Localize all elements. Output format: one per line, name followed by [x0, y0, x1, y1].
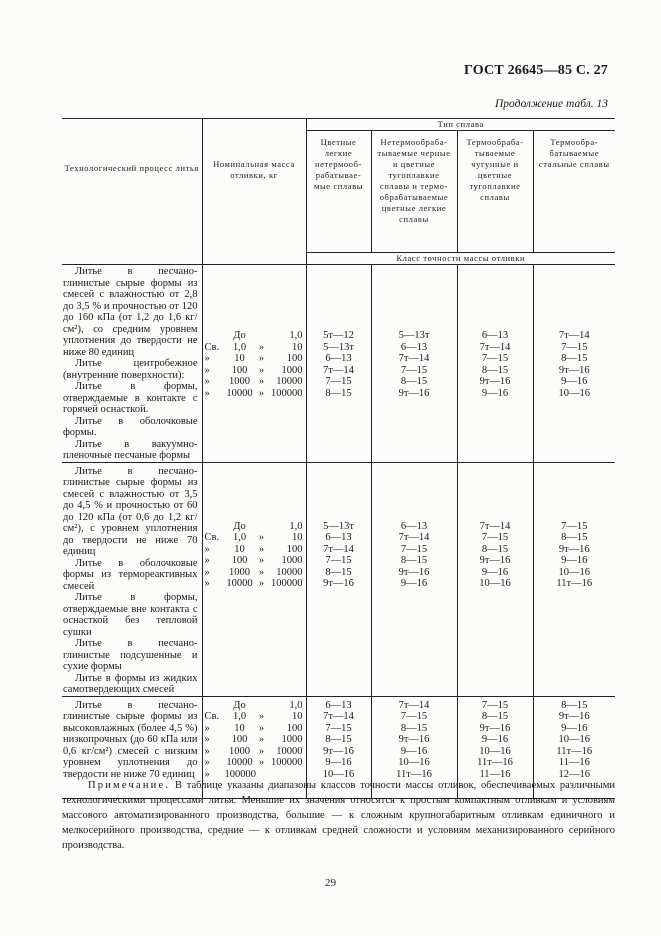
mass-range-part: 1,0 [289, 520, 303, 532]
mass-range-part: 1,0 [289, 699, 303, 711]
alloy-col-header-1: Цветные легкие нетермооб-рабатывае-мые сплавы [306, 131, 371, 253]
accuracy-class-table [62, 118, 615, 799]
mass-range-part: 10000 [276, 566, 303, 578]
accuracy-class-value: 9—16 [561, 722, 588, 734]
mass-range-part [205, 700, 225, 712]
mass-range-part: 1000 [229, 745, 250, 757]
process-text: Литье в вакуумно-пленочные песчаные формы [63, 438, 198, 461]
mass-range-part: » [258, 341, 265, 353]
alloy-type-header: Тип сплава [306, 119, 615, 131]
accuracy-class-value: 7—15 [325, 722, 352, 734]
class-header: Класс точности массы отливки [306, 253, 615, 265]
mass-cell-2 [202, 462, 306, 696]
mass-range-part: » [258, 364, 265, 376]
mass-range-part [255, 700, 269, 712]
mass-range-part: 1000 [229, 376, 250, 387]
accuracy-class-value: 9т—16 [323, 578, 354, 589]
mass-range-part: » [204, 364, 210, 376]
mass-range-part: » [204, 566, 210, 578]
mass-range-part: » [204, 768, 210, 780]
mass-range-part: 100000 [271, 387, 303, 399]
accuracy-class-value: 8—15 [325, 734, 352, 745]
mass-range-part: » [204, 376, 210, 387]
accuracy-class-value: 8—15 [481, 711, 509, 722]
accuracy-class-value: 7т—14 [398, 353, 430, 364]
mass-range-part [255, 330, 269, 342]
mass-range-row [205, 723, 306, 735]
mass-range-part: » [258, 532, 265, 543]
values-col-1 [306, 265, 371, 463]
accuracy-class-value: 8—15 [400, 555, 428, 566]
mass-range-row [205, 353, 306, 365]
process-text: Литье в формы из жидких самотвердеющих смесей [63, 672, 198, 695]
accuracy-class-value: 7—15 [561, 341, 588, 353]
accuracy-class-value: 10—16 [398, 757, 430, 768]
mass-range-row [205, 376, 306, 388]
mass-range-row [205, 342, 306, 354]
accuracy-class-value: 8—15 [400, 376, 428, 387]
mass-range-part: » [204, 734, 210, 745]
accuracy-class-value: 9—16 [561, 555, 588, 566]
values-col-1 [306, 462, 371, 696]
accuracy-class-value: 7т—14 [323, 711, 354, 722]
accuracy-class-value: 6—13 [481, 330, 509, 341]
document-header: ГОСТ 26645—85 С. 27 [464, 63, 608, 78]
accuracy-class-value: 6—13 [400, 341, 428, 353]
accuracy-class-value: 9т—16 [558, 543, 590, 555]
mass-range-part [205, 521, 225, 533]
mass-range-row [205, 330, 306, 342]
mass-range-part: 10000 [276, 745, 303, 757]
accuracy-class-value: 9т—16 [323, 745, 354, 757]
accuracy-class-value: 7т—14 [398, 532, 430, 543]
mass-range-part: » [258, 757, 265, 768]
accuracy-class-value: 8—15 [481, 543, 509, 555]
mass-column-header: Номинальная масса отливки, кг [202, 119, 306, 265]
process-text: Литье в формы, отверждаемые вне контакта с оснасткой без тепловой сушки [63, 592, 198, 638]
process-text: Литье в песчано-глинистые подсушенные и сухие формы [63, 638, 198, 672]
accuracy-class-value: 7—15 [400, 711, 428, 722]
mass-range-row [205, 746, 306, 758]
mass-range-row [205, 757, 306, 769]
accuracy-class-value: 9т—16 [558, 364, 590, 376]
mass-range-part: До [233, 520, 246, 532]
accuracy-class-value: 9т—16 [398, 387, 430, 399]
accuracy-class-value: 9т—16 [398, 566, 430, 578]
mass-range-part: » [258, 353, 265, 364]
accuracy-class-value: 5—13т [398, 330, 430, 341]
accuracy-class-value: 7—15 [481, 353, 509, 364]
mass-range-part [205, 330, 225, 342]
accuracy-class-value: 11т—16 [556, 745, 593, 757]
mass-range-part: 10000 [276, 376, 303, 387]
mass-range-part: 100000 [271, 578, 303, 589]
mass-range-row [205, 567, 306, 579]
mass-range-row [205, 555, 306, 567]
accuracy-class-value: 6—13 [325, 699, 352, 711]
mass-range-part: 1000 [281, 364, 303, 376]
mass-range-row [205, 711, 306, 723]
accuracy-class-value: 10—16 [322, 768, 355, 780]
values-col-2 [371, 462, 457, 696]
mass-range-part: » [258, 555, 265, 566]
accuracy-class-value: 7—15 [481, 532, 509, 543]
accuracy-class-value: 8—15 [481, 364, 509, 376]
accuracy-class-value: 8—15 [561, 532, 588, 543]
mass-range-part: 100 [231, 734, 248, 745]
accuracy-class-value: 8—15 [561, 699, 588, 711]
alloy-col-header-3: Термообраба-тываемые чугунные и цветные тугоплавкие сплавы [457, 131, 533, 253]
mass-range-part: Св. [204, 532, 220, 543]
values-col-4 [533, 265, 615, 463]
process-text: Литье в песчано-глинистые сырые формы из высоковлажных (более 4,5 %) низкопрочных (до 60 кПа или 0,6 кг/см²) смесей с низким уровнем уплотнения до твердости не ниже 70 единиц [63, 699, 198, 780]
accuracy-class-value: 10—16 [479, 745, 511, 757]
accuracy-class-value: 7т—14 [479, 520, 511, 532]
accuracy-class-value: 11т—16 [556, 578, 593, 589]
mass-range-part: До [233, 699, 246, 711]
accuracy-class-value: 11—16 [558, 757, 590, 768]
mass-range-part: 100000 [224, 768, 256, 780]
mass-range-part: 100 [286, 353, 303, 364]
accuracy-class-value: 9—16 [325, 757, 352, 768]
accuracy-class-value: 9т—16 [479, 376, 511, 387]
accuracy-class-value: 10—16 [558, 566, 591, 578]
mass-range-part: » [258, 734, 265, 745]
accuracy-class-value: 6—13 [400, 520, 428, 532]
mass-range-part: » [204, 387, 210, 399]
accuracy-class-value: 9—16 [400, 745, 428, 757]
values-col-2 [371, 265, 457, 463]
mass-range-part: » [258, 745, 265, 757]
alloy-col-header-2: Нетермообраба-тываемые черные и цветные тугоплавкие сплавы и термо-обрабатываемые цветные легкие сплавы [371, 131, 457, 253]
alloy-col-header-4: Термообра-батываемые стальные сплавы [533, 131, 615, 253]
accuracy-class-value: 8—15 [561, 353, 588, 364]
mass-range-part: » [258, 543, 265, 555]
mass-range-row [205, 544, 306, 556]
values-col-3 [457, 265, 533, 463]
note-label: Примечание. [88, 780, 171, 791]
mass-range-part: 1,0 [289, 330, 303, 341]
process-text: Литье центробежное (внутренние поверхности): [63, 358, 198, 381]
mass-range-part [255, 521, 269, 533]
accuracy-class-value: 8—15 [325, 566, 352, 578]
accuracy-class-value: 11т—16 [477, 757, 513, 768]
mass-range-part: 10 [234, 722, 245, 734]
accuracy-class-value: 7—15 [325, 376, 352, 387]
mass-range-part: 10 [292, 711, 303, 722]
accuracy-class-value: 6—13 [325, 532, 352, 543]
mass-range-part: » [258, 387, 265, 399]
mass-range-row [205, 521, 306, 533]
accuracy-class-value: 10—16 [558, 734, 591, 745]
mass-range-part: 1,0 [232, 532, 247, 543]
accuracy-class-value: 9—16 [481, 387, 509, 399]
process-text: Литье в формы, отверждаемые в контакте с горячей оснасткой. [63, 381, 198, 415]
mass-range-part: » [204, 353, 210, 364]
page-number: 29 [325, 877, 336, 889]
mass-range-row [205, 365, 306, 377]
table-continuation-label: Продолжение табл. 13 [495, 98, 608, 110]
process-text: Литье в песчано-глинистые сырые формы из смесей с влажностью от 2,8 до 3,5 % и прочностью от 120 до 160 кПа (от 1,2 до 1,6 кг/см²), со средним уровнем уплотнения до твердости не ниже 80 единиц [63, 266, 198, 358]
accuracy-class-value: 7т—14 [558, 330, 590, 341]
mass-range-row [205, 388, 306, 400]
mass-range-part: » [204, 543, 210, 555]
accuracy-class-value: 9т—16 [479, 555, 511, 566]
table-note [62, 778, 615, 853]
accuracy-class-value: 6—13 [325, 353, 352, 364]
mass-range-part: 10000 [226, 578, 253, 589]
mass-cell-1 [202, 265, 306, 463]
accuracy-class-value: 10—16 [558, 387, 591, 399]
mass-range-row [205, 734, 306, 746]
accuracy-class-value: 9—16 [561, 376, 588, 387]
note-text: В таблице указаны диапазоны классов точности массы отливок, обеспечиваемых различными технологическими процессами литья. Меньшие их значения относятся к простым компактным отливкам и условиям массового автоматизированного производства, большие — к сложным крупногабаритным отливкам единичного и мелкосерийного производства, средние — к отливкам средней сложности и условиям механизированного серийного производства. [62, 780, 615, 851]
mass-range-part: 1000 [229, 566, 250, 578]
mass-range-part: 10 [234, 353, 245, 364]
process-text: Литье в оболочковые формы из термореактивных смесей [63, 557, 198, 592]
accuracy-class-value: 8—15 [400, 722, 428, 734]
accuracy-class-value: 11т—16 [396, 768, 432, 780]
accuracy-class-value: 11—16 [479, 768, 511, 780]
accuracy-class-value: 8—15 [325, 387, 352, 399]
accuracy-class-value: 7т—14 [398, 699, 430, 711]
accuracy-class-value: 7т—14 [479, 341, 511, 353]
mass-range-part: 10000 [226, 387, 253, 399]
accuracy-class-value: 12—16 [558, 768, 591, 780]
process-column-header: Технологический процесс литья [62, 119, 202, 265]
mass-range-part: 1000 [281, 555, 303, 566]
mass-range-row [205, 532, 306, 544]
mass-range-part: До [233, 330, 246, 341]
accuracy-class-value: 7—15 [400, 543, 428, 555]
mass-range-part: 1,0 [232, 711, 247, 722]
accuracy-class-value: 9—16 [400, 578, 428, 589]
mass-range-part: 1000 [281, 734, 303, 745]
mass-range-part: 10 [234, 543, 245, 555]
mass-range-part: » [258, 578, 265, 589]
mass-range-part: » [258, 722, 265, 734]
accuracy-class-value: 5—13т [323, 341, 354, 353]
mass-range-row [205, 578, 306, 590]
accuracy-class-value: 5т—12 [323, 330, 354, 341]
accuracy-class-value: 9—16 [481, 734, 509, 745]
accuracy-class-value: 7—15 [481, 699, 509, 711]
process-cell-2 [62, 462, 202, 696]
mass-range-part: 10 [292, 532, 303, 543]
mass-range-part: » [204, 555, 210, 566]
mass-range-part: Св. [204, 341, 220, 353]
mass-range-part: 100 [286, 543, 303, 555]
mass-range-part: 100000 [271, 757, 303, 768]
mass-range-part: » [204, 578, 210, 589]
mass-range-part: » [204, 722, 210, 734]
mass-range-part: 1,0 [232, 341, 247, 353]
mass-range-part: » [258, 711, 265, 722]
accuracy-class-value: 9—16 [481, 566, 509, 578]
process-cell-1 [62, 265, 202, 463]
mass-range-part: 10000 [226, 757, 253, 768]
mass-range-part: » [204, 757, 210, 768]
accuracy-class-value: 9т—16 [479, 722, 511, 734]
mass-range-part: 100 [286, 722, 303, 734]
mass-range-part: » [204, 745, 210, 757]
accuracy-class-value: 10—16 [479, 578, 511, 589]
values-col-3 [457, 462, 533, 696]
accuracy-class-value: 9т—16 [558, 711, 590, 722]
accuracy-class-value: 7—15 [325, 555, 352, 566]
accuracy-class-value: 9т—16 [398, 734, 430, 745]
mass-range-part: 100 [231, 555, 248, 566]
mass-range-part: 100 [231, 364, 248, 376]
accuracy-class-value: 7—15 [561, 520, 588, 532]
accuracy-class-value: 7т—14 [323, 364, 354, 376]
accuracy-class-value: 7т—14 [323, 543, 354, 555]
mass-range-part: » [258, 566, 265, 578]
process-text: Литье в оболочковые формы. [63, 415, 198, 438]
mass-range-part: » [258, 376, 265, 387]
accuracy-class-value: 7—15 [400, 364, 428, 376]
accuracy-class-value: 5—13т [323, 520, 354, 532]
process-text: Литье в песчано-глинистые сырые формы из смесей с влажностью от 3,5 до 4,5 % и прочностью от 60 до 120 кПа (от 0,6 до 1,2 кг/см²), с уровнем уплотнения до твердости не ниже 70 единиц [63, 465, 198, 557]
mass-range-part: 10 [292, 341, 303, 353]
mass-range-row [205, 700, 306, 712]
values-col-4 [533, 462, 615, 696]
mass-range-part: Св. [204, 711, 220, 722]
